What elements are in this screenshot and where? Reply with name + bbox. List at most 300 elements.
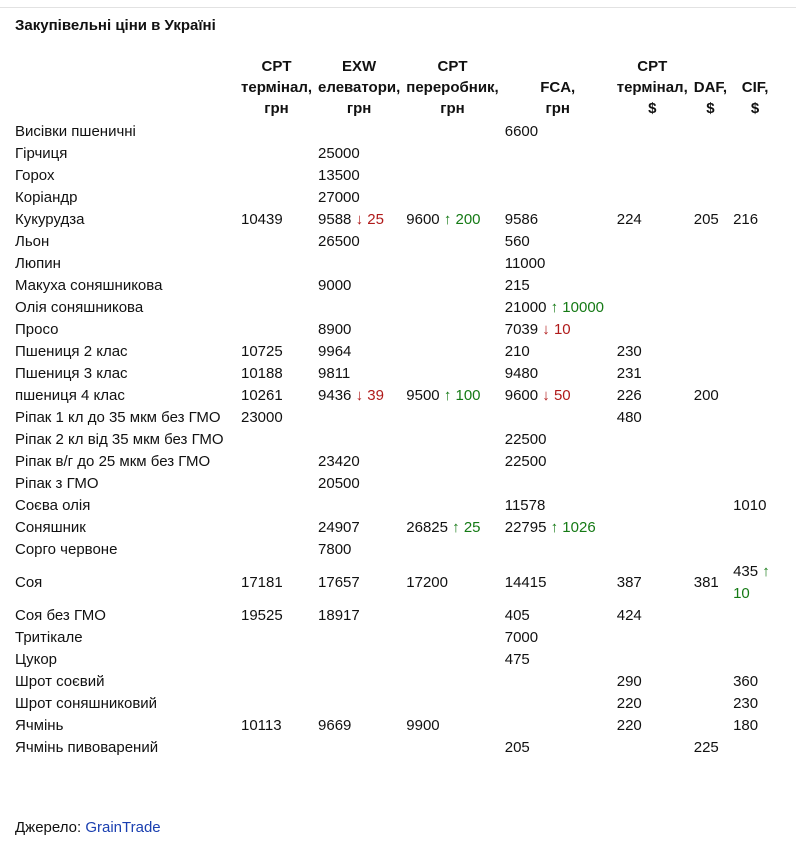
price-cell <box>315 605 403 627</box>
price-cell <box>730 671 780 693</box>
price-cell <box>730 253 780 275</box>
price-cell <box>315 209 403 231</box>
prices-table <box>12 56 780 759</box>
price-cell <box>238 143 315 165</box>
price-value: 10439 <box>241 211 283 228</box>
price-value: 9588 <box>318 211 352 228</box>
commodity-name: Просо <box>15 321 59 338</box>
price-cell <box>614 693 691 715</box>
price-cell <box>730 407 780 429</box>
table-row <box>12 297 780 319</box>
table-row <box>12 539 780 561</box>
price-cell <box>614 495 691 517</box>
price-cell <box>502 363 614 385</box>
price-value: 8900 <box>318 321 352 338</box>
price-cell <box>403 319 501 341</box>
price-cell <box>691 143 730 165</box>
table-row <box>12 253 780 275</box>
price-cell <box>614 253 691 275</box>
price-cell <box>502 517 614 539</box>
price-value: 9964 <box>318 343 352 360</box>
price-value: 405 <box>504 607 530 624</box>
price-cell <box>238 121 315 143</box>
price-value: 9586 <box>504 211 539 228</box>
price-value: 26500 <box>318 233 360 250</box>
table-body <box>12 121 780 759</box>
price-cell <box>502 121 614 143</box>
price-cell <box>403 275 501 297</box>
price-value: 20500 <box>318 475 360 492</box>
price-cell <box>614 187 691 209</box>
column-header-line: грн <box>545 100 570 117</box>
commodity-name: Соя <box>15 574 43 591</box>
price-value: 200 <box>693 387 719 404</box>
price-value: 224 <box>616 211 642 228</box>
price-cell <box>730 715 780 737</box>
price-cell <box>315 319 403 341</box>
price-value: 17657 <box>318 574 360 591</box>
price-cell <box>691 297 730 319</box>
table-header-row <box>12 56 780 121</box>
price-cell <box>502 275 614 297</box>
price-cell <box>730 143 780 165</box>
price-value: 215 <box>504 277 530 294</box>
price-value: 205 <box>504 739 530 756</box>
price-value: 9600 <box>406 211 440 228</box>
price-value: 11000 <box>504 255 546 272</box>
price-cell <box>614 429 691 451</box>
price-cell <box>502 473 614 495</box>
price-cell <box>502 649 614 671</box>
price-cell <box>691 715 730 737</box>
price-cell <box>315 737 403 759</box>
table-row <box>12 209 780 231</box>
commodity-name: пшениця 4 клас <box>15 387 125 404</box>
price-cell <box>730 231 780 253</box>
price-cell <box>403 715 501 737</box>
price-value: 7800 <box>318 541 352 558</box>
price-cell <box>691 649 730 671</box>
commodity-name: Висівки пшеничні <box>15 123 136 140</box>
table-row <box>12 561 780 605</box>
commodity-name: Шрот соєвий <box>15 673 105 690</box>
price-cell <box>238 297 315 319</box>
price-cell <box>730 627 780 649</box>
price-change-up: ↑ 10 <box>733 563 770 602</box>
price-cell <box>238 561 315 605</box>
source-link[interactable]: GrainTrade <box>85 819 161 836</box>
price-value: 19525 <box>241 607 283 624</box>
price-cell <box>691 209 730 231</box>
price-cell <box>614 605 691 627</box>
table-row <box>12 671 780 693</box>
price-cell <box>691 385 730 407</box>
price-cell <box>502 671 614 693</box>
price-change-down: ↓ 39 <box>355 387 384 404</box>
column-header-line: CIF, <box>741 79 769 96</box>
column-header-line: $ <box>706 100 715 117</box>
price-cell <box>403 363 501 385</box>
price-cell <box>502 297 614 319</box>
price-value: 230 <box>733 695 759 712</box>
commodity-name: Ячмінь пивоварений <box>15 739 159 756</box>
column-header <box>315 56 403 121</box>
price-cell <box>315 231 403 253</box>
table-row <box>12 231 780 253</box>
column-header <box>403 56 501 121</box>
column-header-line: CPT <box>261 58 292 75</box>
price-value: 25000 <box>318 145 360 162</box>
price-cell <box>315 385 403 407</box>
price-value: 17200 <box>406 574 448 591</box>
price-cell <box>691 407 730 429</box>
price-cell <box>614 451 691 473</box>
price-cell <box>238 539 315 561</box>
price-cell <box>315 627 403 649</box>
price-cell <box>403 121 501 143</box>
price-value: 381 <box>693 574 719 591</box>
price-cell <box>730 121 780 143</box>
commodity-name: Пшениця 2 клас <box>15 343 128 360</box>
price-cell <box>730 297 780 319</box>
price-cell <box>315 253 403 275</box>
price-cell <box>315 297 403 319</box>
commodity-name: Пшениця 3 клас <box>15 365 128 382</box>
price-cell <box>502 715 614 737</box>
price-cell <box>614 165 691 187</box>
table-row <box>12 363 780 385</box>
column-header <box>730 56 780 121</box>
price-cell <box>238 275 315 297</box>
price-cell <box>502 231 614 253</box>
price-cell <box>403 429 501 451</box>
column-header-line: DAF, <box>693 79 728 96</box>
price-value: 9000 <box>318 277 352 294</box>
price-cell <box>403 407 501 429</box>
commodity-name: Кукурудза <box>15 211 85 228</box>
price-cell <box>403 561 501 605</box>
price-cell <box>238 495 315 517</box>
price-cell <box>403 539 501 561</box>
price-cell <box>238 231 315 253</box>
price-cell <box>730 737 780 759</box>
price-cell <box>691 231 730 253</box>
price-value: 24907 <box>318 519 360 536</box>
column-header-line: EXW <box>342 58 377 75</box>
price-cell <box>502 495 614 517</box>
price-cell <box>502 187 614 209</box>
price-cell <box>315 715 403 737</box>
column-header-line: переробник, <box>406 79 499 96</box>
price-cell <box>315 451 403 473</box>
column-header-line: грн <box>264 100 289 117</box>
price-cell <box>691 561 730 605</box>
price-cell <box>403 231 501 253</box>
price-cell <box>691 737 730 759</box>
table-row <box>12 451 780 473</box>
commodity-name: Коріандр <box>15 189 78 206</box>
price-cell <box>691 539 730 561</box>
price-cell <box>502 561 614 605</box>
price-value: 11578 <box>504 497 546 514</box>
price-value: 560 <box>504 233 530 250</box>
price-cell <box>614 319 691 341</box>
column-header-line: елеватори, <box>318 79 401 96</box>
table-row <box>12 605 780 627</box>
price-cell <box>238 363 315 385</box>
price-cell <box>238 473 315 495</box>
table-row <box>12 517 780 539</box>
source-label: Джерело: <box>15 819 86 836</box>
commodity-name: Ріпак в/г до 25 мкм без ГМО <box>15 453 211 470</box>
price-cell <box>614 539 691 561</box>
price-value: 216 <box>733 211 759 228</box>
price-cell <box>730 539 780 561</box>
price-cell <box>691 275 730 297</box>
price-cell <box>315 363 403 385</box>
price-cell <box>315 429 403 451</box>
price-cell <box>691 341 730 363</box>
price-cell <box>502 429 614 451</box>
price-cell <box>691 473 730 495</box>
price-cell <box>730 319 780 341</box>
price-cell <box>238 319 315 341</box>
price-cell <box>403 649 501 671</box>
price-cell <box>614 275 691 297</box>
price-cell <box>238 253 315 275</box>
price-cell <box>403 627 501 649</box>
price-cell <box>614 231 691 253</box>
column-header-line: FCA, <box>540 79 576 96</box>
table-row <box>12 495 780 517</box>
price-cell <box>403 693 501 715</box>
price-cell <box>315 143 403 165</box>
price-cell <box>691 693 730 715</box>
price-value: 18917 <box>318 607 360 624</box>
price-value: 23000 <box>241 409 283 426</box>
price-cell <box>502 451 614 473</box>
commodity-name: Тритікале <box>15 629 83 646</box>
price-value: 7000 <box>504 629 539 646</box>
price-cell <box>238 341 315 363</box>
price-cell <box>403 187 501 209</box>
price-cell <box>238 209 315 231</box>
price-cell <box>691 363 730 385</box>
price-cell <box>730 693 780 715</box>
price-change-up: ↑ 10000 <box>550 299 605 316</box>
price-cell <box>238 671 315 693</box>
price-value: 9480 <box>504 365 539 382</box>
price-value: 10261 <box>241 387 283 404</box>
price-cell <box>691 253 730 275</box>
price-cell <box>315 561 403 605</box>
price-cell <box>730 517 780 539</box>
price-cell <box>730 187 780 209</box>
price-cell <box>502 341 614 363</box>
column-header <box>691 56 730 121</box>
commodity-name: Ріпак 2 кл від 35 мкм без ГМО <box>15 431 224 448</box>
price-cell <box>730 341 780 363</box>
commodity-name: Соєва олія <box>15 497 91 514</box>
price-value: 210 <box>504 343 530 360</box>
price-cell <box>403 209 501 231</box>
price-cell <box>502 605 614 627</box>
price-change-down: ↓ 50 <box>542 387 571 404</box>
price-value: 475 <box>504 651 530 668</box>
table-row <box>12 319 780 341</box>
price-cell <box>502 407 614 429</box>
price-cell <box>691 121 730 143</box>
commodity-name: Шрот соняшниковий <box>15 695 158 712</box>
price-cell <box>614 407 691 429</box>
price-cell <box>691 187 730 209</box>
price-cell <box>730 385 780 407</box>
price-cell <box>238 715 315 737</box>
price-value: 9900 <box>406 717 440 734</box>
price-cell <box>502 253 614 275</box>
price-cell <box>238 407 315 429</box>
price-cell <box>315 275 403 297</box>
price-cell <box>730 605 780 627</box>
price-cell <box>614 561 691 605</box>
price-cell <box>315 341 403 363</box>
price-cell <box>502 693 614 715</box>
price-change-up: ↑ 100 <box>443 387 481 404</box>
price-cell <box>315 121 403 143</box>
price-cell <box>238 627 315 649</box>
price-value: 424 <box>616 607 642 624</box>
column-header-line: грн <box>440 100 465 117</box>
commodity-name: Льон <box>15 233 50 250</box>
table-row <box>12 165 780 187</box>
price-cell <box>502 385 614 407</box>
price-cell <box>315 407 403 429</box>
price-cell <box>691 495 730 517</box>
price-cell <box>730 429 780 451</box>
price-cell <box>691 671 730 693</box>
price-value: 220 <box>616 695 642 712</box>
table-row <box>12 693 780 715</box>
price-cell <box>730 495 780 517</box>
price-cell <box>614 363 691 385</box>
price-value: 10113 <box>241 717 282 734</box>
price-cell <box>315 187 403 209</box>
price-cell <box>614 715 691 737</box>
price-cell <box>238 693 315 715</box>
price-cell <box>238 451 315 473</box>
price-cell <box>691 517 730 539</box>
price-cell <box>502 143 614 165</box>
table-row <box>12 385 780 407</box>
price-cell <box>730 451 780 473</box>
price-cell <box>730 363 780 385</box>
price-value: 205 <box>693 211 719 228</box>
price-cell <box>403 737 501 759</box>
price-cell <box>315 165 403 187</box>
price-cell <box>403 495 501 517</box>
table-row <box>12 341 780 363</box>
price-value: 10725 <box>241 343 283 360</box>
commodity-name: Сорго червоне <box>15 541 118 558</box>
column-header <box>238 56 315 121</box>
table-row <box>12 627 780 649</box>
price-cell <box>238 429 315 451</box>
price-cell <box>403 473 501 495</box>
price-value: 7039 <box>504 321 539 338</box>
price-cell <box>614 737 691 759</box>
price-value: 226 <box>616 387 642 404</box>
price-value: 10188 <box>241 365 283 382</box>
price-value: 14415 <box>504 574 547 591</box>
price-cell <box>502 209 614 231</box>
price-cell <box>403 253 501 275</box>
price-value: 9600 <box>504 387 539 404</box>
price-cell <box>614 297 691 319</box>
table-row <box>12 121 780 143</box>
commodity-name: Люпин <box>15 255 61 272</box>
price-value: 290 <box>616 673 642 690</box>
column-header-line: $ <box>648 100 657 117</box>
price-cell <box>691 627 730 649</box>
price-cell <box>403 671 501 693</box>
price-cell <box>315 473 403 495</box>
price-value: 230 <box>616 343 642 360</box>
price-cell <box>403 605 501 627</box>
price-cell <box>238 737 315 759</box>
price-value: 22795 <box>504 519 547 536</box>
price-cell <box>403 143 501 165</box>
price-value: 21000 <box>504 299 547 316</box>
price-cell <box>691 429 730 451</box>
price-value: 231 <box>616 365 642 382</box>
table-row <box>12 275 780 297</box>
price-value: 387 <box>616 574 642 591</box>
column-header-line: термінал, <box>616 79 688 96</box>
price-cell <box>238 165 315 187</box>
price-cell <box>730 275 780 297</box>
price-cell <box>502 539 614 561</box>
price-cell <box>614 627 691 649</box>
price-cell <box>315 539 403 561</box>
price-cell <box>403 165 501 187</box>
price-cell <box>614 121 691 143</box>
source-line <box>15 819 161 836</box>
price-cell <box>614 649 691 671</box>
column-header-line: грн <box>346 100 372 117</box>
price-value: 9436 <box>318 387 352 404</box>
commodity-name: Гірчиця <box>15 145 68 162</box>
price-cell <box>403 341 501 363</box>
price-cell <box>730 209 780 231</box>
price-value: 13500 <box>318 167 360 184</box>
commodity-name: Горох <box>15 167 55 184</box>
column-header-line: термінал, <box>241 79 313 96</box>
price-change-down: ↓ 10 <box>542 321 571 338</box>
column-header-line: CPT <box>437 58 468 75</box>
price-value: 220 <box>616 717 642 734</box>
price-value: 360 <box>733 673 759 690</box>
price-cell <box>691 165 730 187</box>
price-cell <box>614 143 691 165</box>
price-value: 1010 <box>733 497 767 514</box>
column-header <box>614 56 691 121</box>
price-value: 180 <box>733 717 759 734</box>
price-value: 435 <box>733 563 759 580</box>
table-row <box>12 429 780 451</box>
price-cell <box>315 693 403 715</box>
table-row <box>12 187 780 209</box>
price-cell <box>502 165 614 187</box>
